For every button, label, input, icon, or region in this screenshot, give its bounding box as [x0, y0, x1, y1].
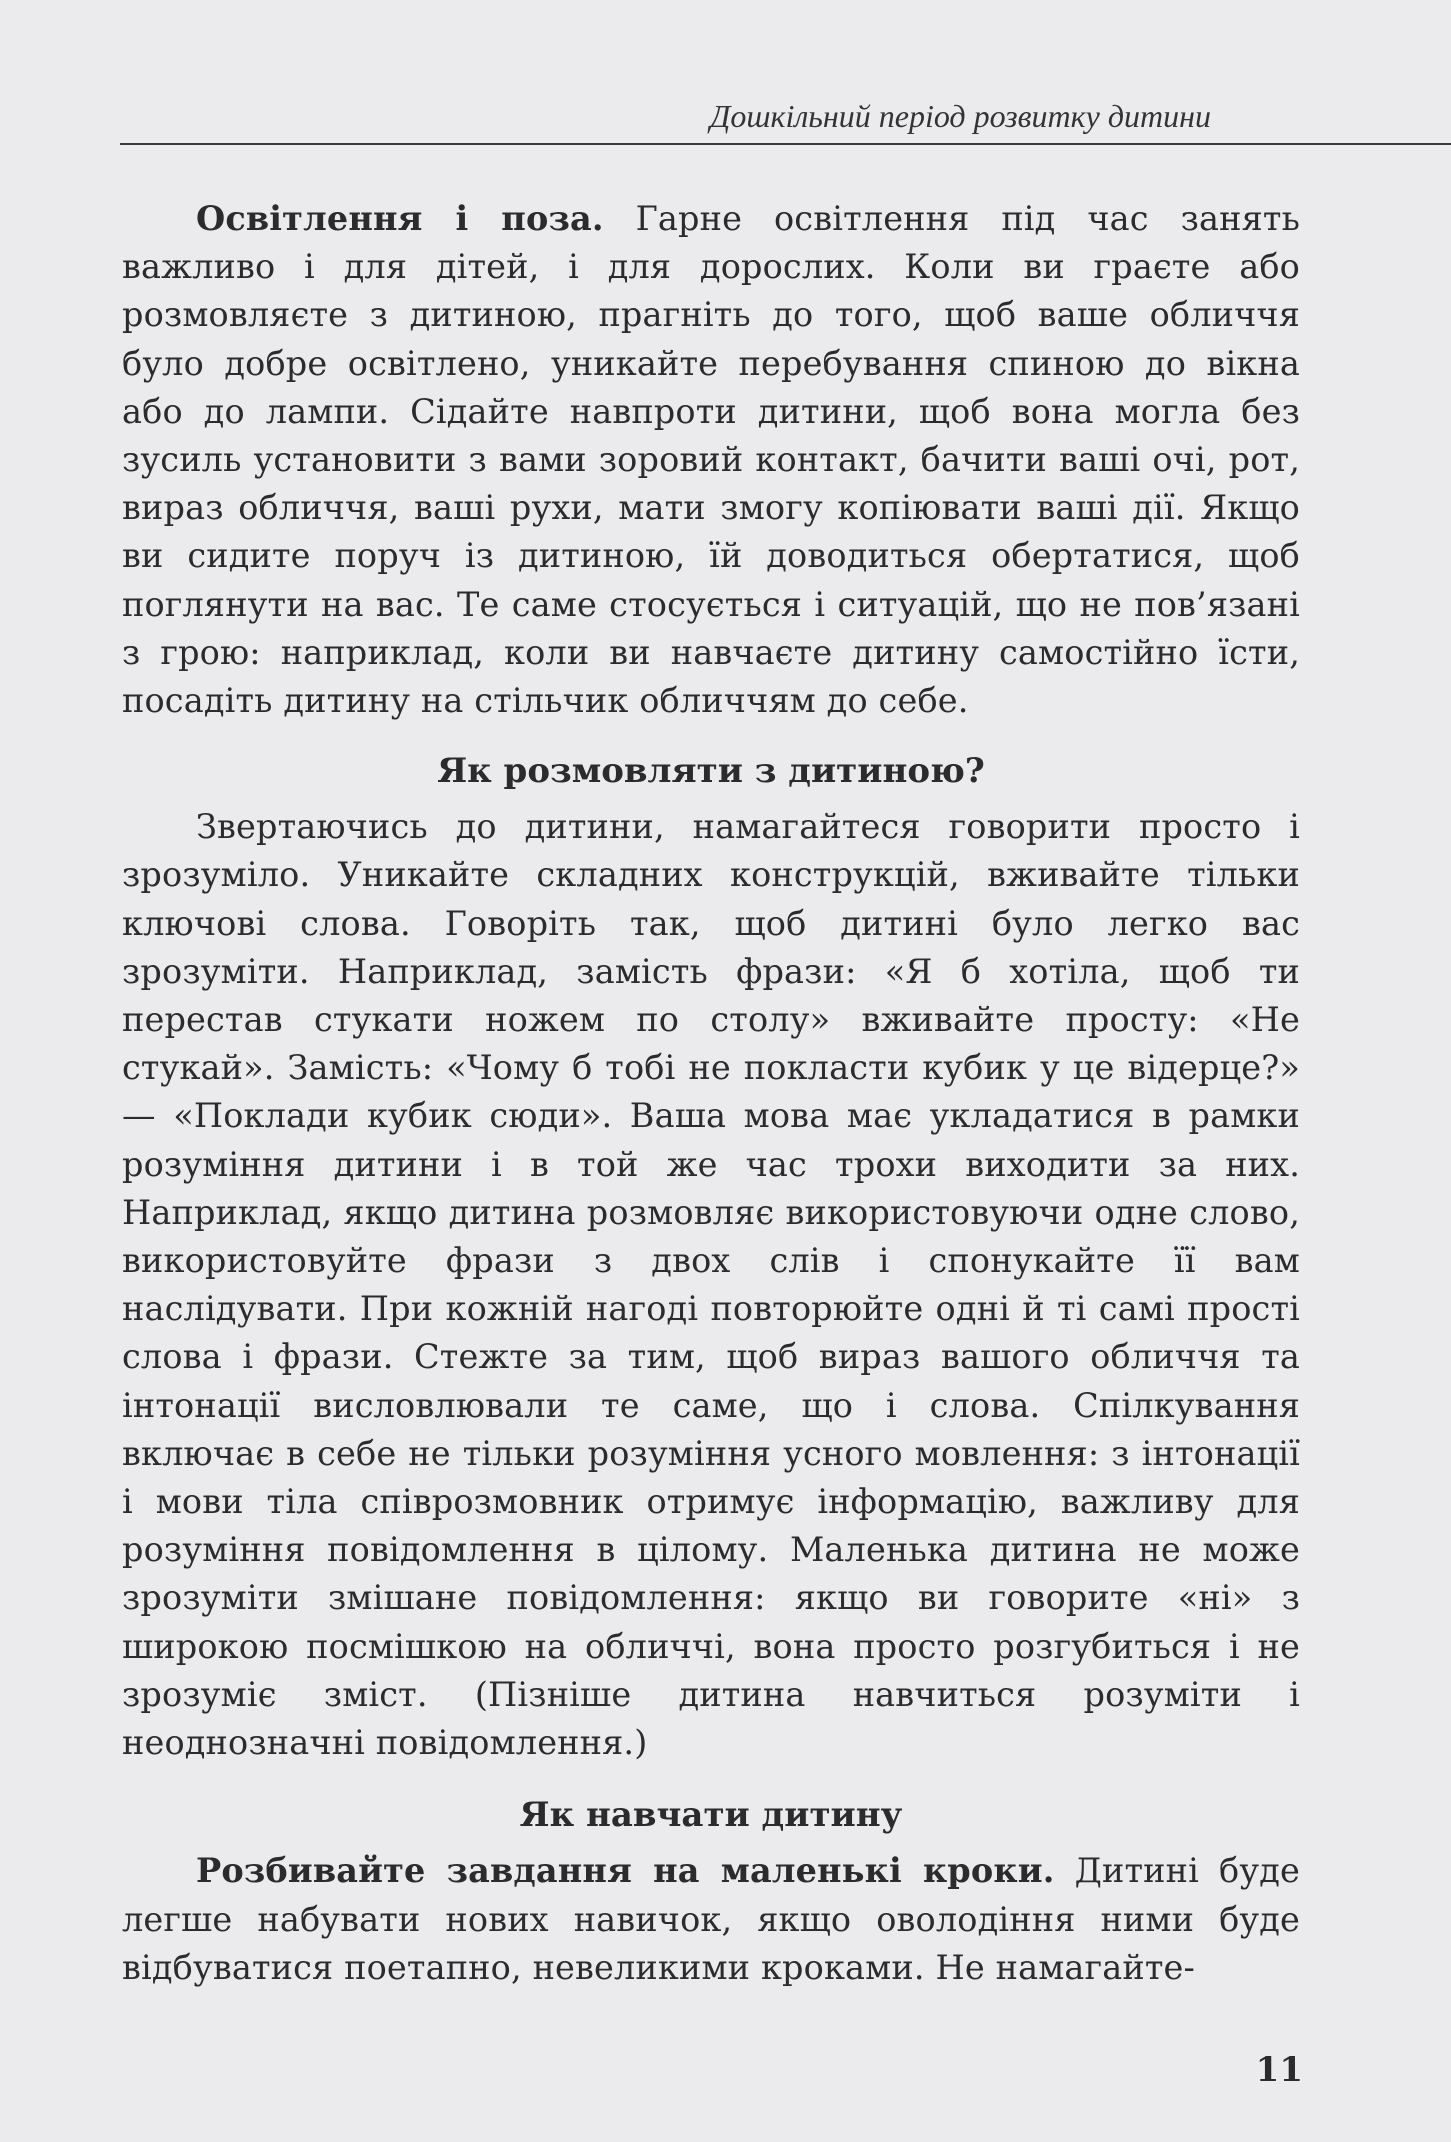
paragraph-talk: Звертаючись до дитини, намагайтеся говорити просто і зрозуміло. Уникайте складних конструкцій, вживайте тільки ключові слова. Говоріть так, щоб дитині було легко вас зрозуміти. Наприклад, замість фрази: «Я б хотіла, щоб ти перестав стукати ножем по столу» вживайте просту: «Не стукай». Замість: «Чому б тобі не покласти кубик у це відерце?» — «Поклади кубик сюди». Ваша мова має укладатися в рамки розуміння дитини і в той же час трохи виходити за них. Наприклад, якщо дитина розмовляє використовуючи одне слово, використовуйте фрази з двох слів і спонукайте її вам наслідувати. При кожній нагоді повторюйте одні й ті самі прості слова і фрази. Стежте за тим, щоб вираз вашого обличчя та інтонації висловлювали те саме, що і слова. Спілкування включає в себе не тільки розуміння усного мовлення: з інтонації і мови тіла співрозмовник отримує інформацію, важливу для розуміння повідомлення в цілому. Маленька дитина не може зрозуміти змішане повідомлення: якщо ви говорите «ні» з широкою посмішкою на обличчі, вона просто розгубиться і не зрозуміє зміст. (Пізніше дитина навчиться розуміти і неоднозначні повідомлення.) [122, 807, 1300, 1763]
paragraph-teach [122, 1847, 1300, 1992]
paragraph-text-teach: Дитині буде легше набувати нових навичок, якщо оволодіння ними буде відбуватися поетапно, невеликими кроками. Не намагайте- [122, 1851, 1300, 1987]
paragraph-lighting [122, 195, 1300, 725]
paragraph-lead-lighting: Освітлення і поза. [196, 199, 604, 238]
section-heading-talk: Як розмовляти з дитиною? [437, 751, 985, 792]
running-head: Дошкільний період розвитку дитини [709, 98, 1211, 134]
page-body [122, 195, 1300, 1992]
header-rule [120, 143, 1451, 145]
section-heading-teach: Як навчати дитину [519, 1795, 903, 1836]
paragraph-text-lighting: Гарне освітлення під час занять важливо і для дітей, і для дорослих. Коли ви граєте або розмовляєте з дитиною, прагніть до того, щоб ваше обличчя було добре освітлено, уникайте перебування спиною до вікна або до лампи. Сідайте навпроти дитини, щоб вона могла без зусиль установити з вами зоровий контакт, бачити ваші очі, рот, вираз обличчя, ваші рухи, мати змогу копіювати ваші дії. Якщо ви сидите поруч із дитиною, їй доводиться обертатися, щоб поглянути на вас. Те саме стосується і ситуацій, що не пов’язані з грою: наприклад, коли ви навчаєте дитину самостійно їсти, посадіть дитину на стільчик обличчям до себе. [122, 199, 1300, 721]
paragraph-lead-teach: Розбивайте завдання на маленькі кроки. [196, 1851, 1055, 1891]
page-number: 11 [1255, 2050, 1303, 2090]
